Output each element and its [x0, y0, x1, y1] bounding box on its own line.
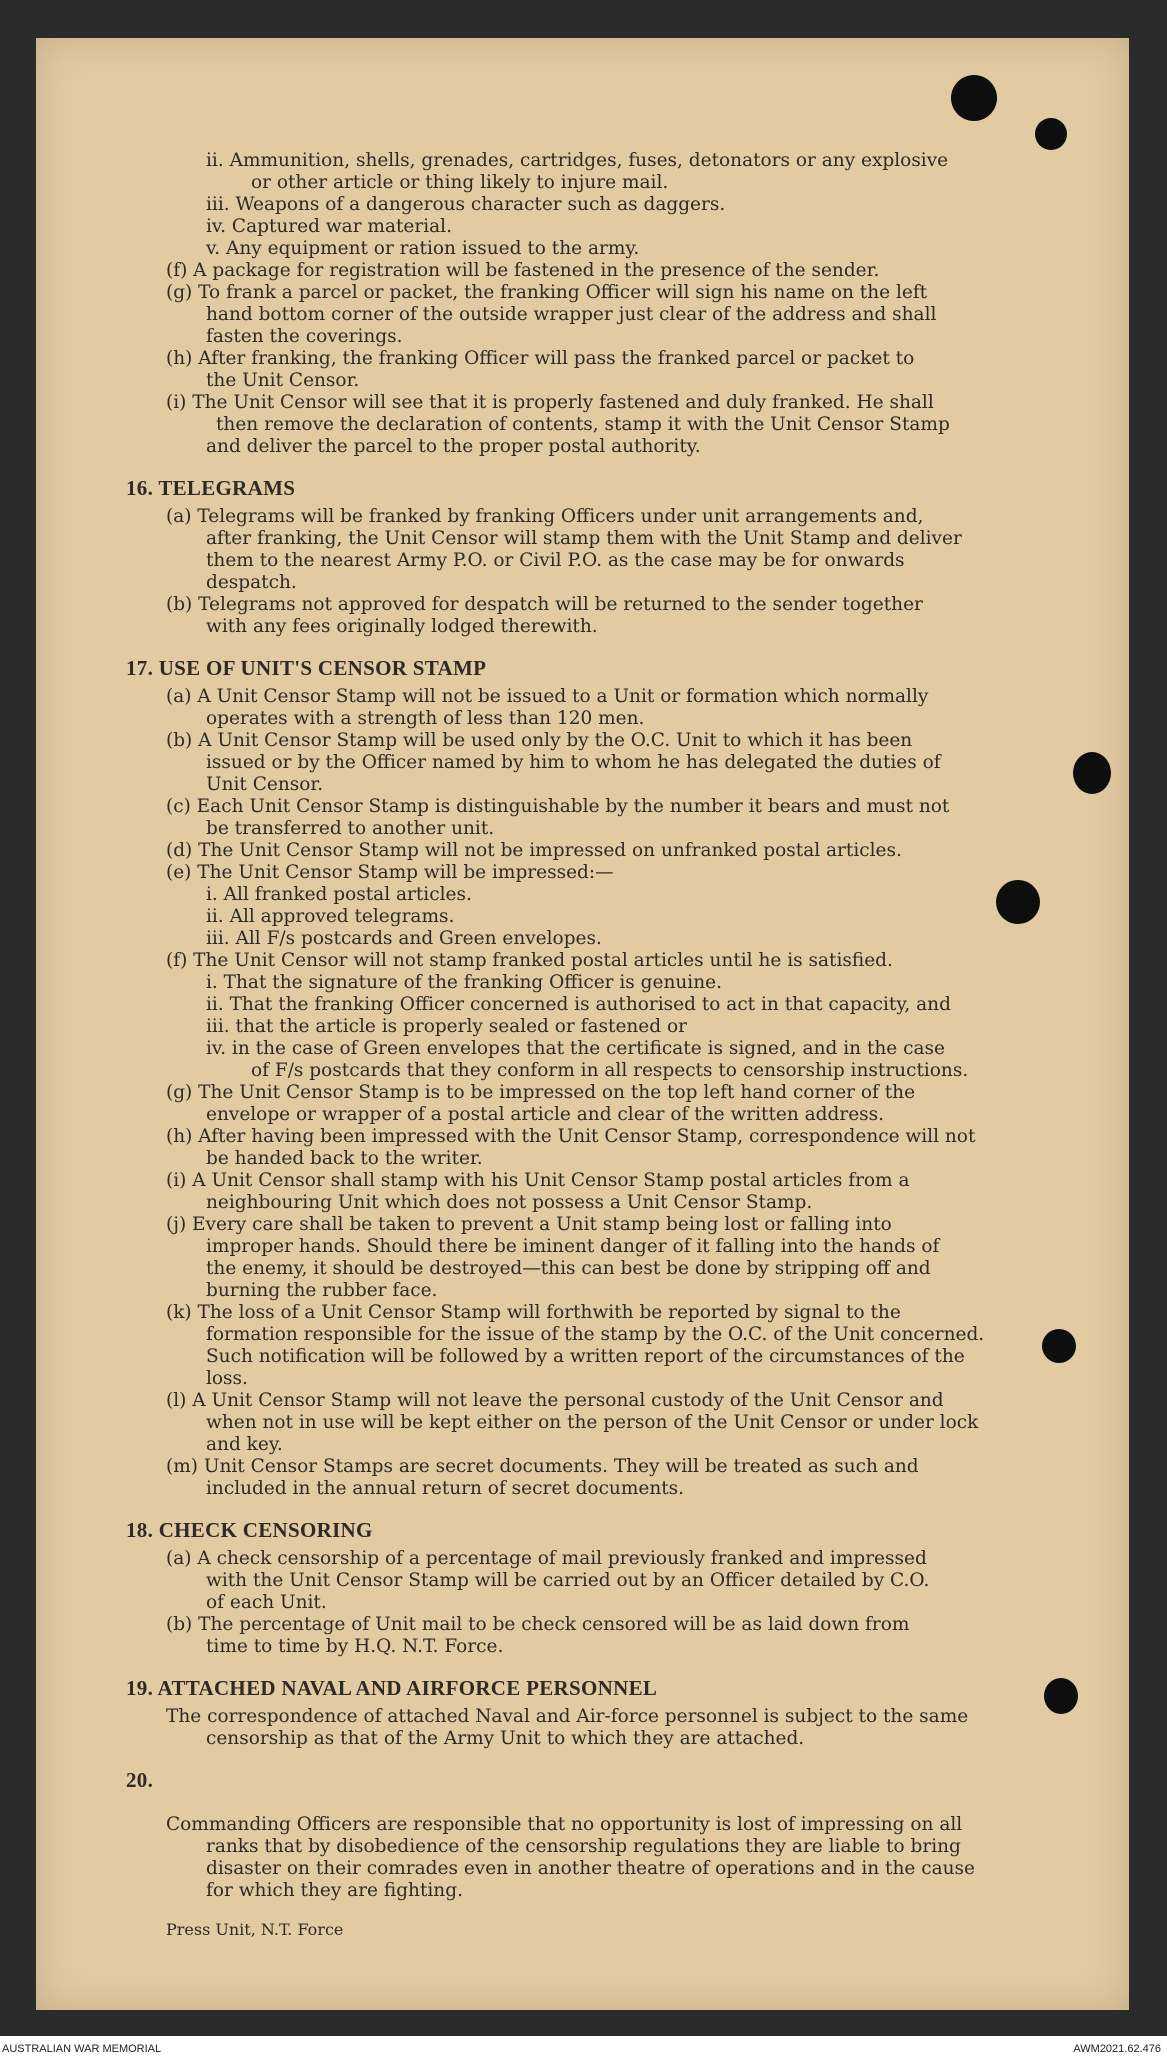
- text-line: of F/s postcards that they conform in all respects to censorship instructions.: [251, 1060, 969, 1081]
- text-line: (b) Telegrams not approved for despatch will be returned to the sender together: [166, 594, 923, 615]
- text-line: censorship as that of the Army Unit to which they are attached.: [206, 1728, 805, 1749]
- text-line: iv. in the case of Green envelopes that the certificate is signed, and in the case: [206, 1038, 945, 1059]
- text-line: them to the nearest Army P.O. or Civil P.O. as the case may be for onwards: [206, 550, 905, 571]
- spacer: [126, 1798, 1076, 1814]
- text-line: burning the rubber face.: [206, 1280, 438, 1301]
- footer-institution: AUSTRALIAN WAR MEMORIAL: [2, 2043, 162, 2055]
- text-line: Unit Censor.: [206, 774, 324, 795]
- text-line: iv. Captured war material.: [206, 216, 452, 237]
- text-line: (f) A package for registration will be fastened in the presence of the sender.: [166, 260, 880, 281]
- punch-hole: [1073, 752, 1111, 794]
- text-line: v. Any equipment or ration issued to the army.: [206, 238, 640, 259]
- section-telegrams: [126, 506, 1076, 638]
- section-heading-telegrams: 16. TELEGRAMS: [126, 476, 296, 500]
- section-heading-check-censoring: 18. CHECK CENSORING: [126, 1518, 373, 1542]
- text-line: be transferred to another unit.: [206, 818, 495, 839]
- section-heading-20: 20.: [126, 1768, 154, 1792]
- text-line: (f) The Unit Censor will not stamp franked postal articles until he is satisfied.: [166, 950, 893, 971]
- text-line: (h) After having been impressed with the Unit Censor Stamp, correspondence will not: [166, 1126, 976, 1147]
- text-line: loss.: [206, 1368, 248, 1389]
- section-heading-naval-airforce: 19. ATTACHED NAVAL AND AIRFORCE PERSONNEL: [126, 1676, 658, 1700]
- text-line: after franking, the Unit Censor will stamp them with the Unit Stamp and deliver: [206, 528, 962, 549]
- text-line: and key.: [206, 1434, 283, 1455]
- text-line: (a) A check censorship of a percentage of mail previously franked and impressed: [166, 1548, 927, 1569]
- text-line: envelope or wrapper of a postal article and clear of the written address.: [206, 1104, 885, 1125]
- text-line: issued or by the Officer named by him to whom he has delegated the duties of: [206, 752, 941, 773]
- text-line: iii. that the article is properly sealed or fastened or: [206, 1016, 687, 1037]
- text-line: time to time by H.Q. N.T. Force.: [206, 1636, 504, 1657]
- section-heading-censor-stamp: 17. USE OF UNIT'S CENSOR STAMP: [126, 656, 487, 680]
- text-line: (l) A Unit Censor Stamp will not leave the personal custody of the Unit Censor and: [166, 1390, 944, 1411]
- text-line: (k) The loss of a Unit Censor Stamp will forthwith be reported by signal to the: [166, 1302, 901, 1323]
- text-line: when not in use will be kept either on the person of the Unit Censor or under lock: [206, 1412, 979, 1433]
- section-15-continuation: [126, 150, 1076, 458]
- text-line: included in the annual return of secret documents.: [206, 1478, 685, 1499]
- text-line: ranks that by disobedience of the censorship regulations they are liable to bring: [206, 1836, 961, 1857]
- text-line: the Unit Censor.: [206, 370, 360, 391]
- text-line: (i) The Unit Censor will see that it is properly fastened and duly franked. He shall: [166, 392, 934, 413]
- text-line: (a) Telegrams will be franked by franking Officers under unit arrangements and,: [166, 506, 924, 527]
- text-line: ii. That the franking Officer concerned is authorised to act in that capacity, and: [206, 994, 951, 1015]
- text-line: (g) To frank a parcel or packet, the franking Officer will sign his name on the left: [166, 282, 928, 303]
- section-check-censoring: [126, 1548, 1076, 1658]
- text-line: (g) The Unit Censor Stamp is to be impressed on the top left hand corner of the: [166, 1082, 916, 1103]
- text-line: and deliver the parcel to the proper postal authority.: [206, 436, 701, 457]
- text-line: The correspondence of attached Naval and Air-force personnel is subject to the same: [166, 1706, 969, 1727]
- text-line: iii. Weapons of a dangerous character such as daggers.: [206, 194, 726, 215]
- text-line: for which they are fighting.: [206, 1880, 463, 1901]
- text-line: then remove the declaration of contents, stamp it with the Unit Censor Stamp: [216, 414, 950, 435]
- text-line: ii. Ammunition, shells, grenades, cartridges, fuses, detonators or any explosive: [206, 150, 949, 171]
- text-line: of each Unit.: [206, 1592, 327, 1613]
- text-line: (d) The Unit Censor Stamp will not be impressed on unfranked postal articles.: [166, 840, 902, 861]
- text-line: (c) Each Unit Censor Stamp is distinguishable by the number it bears and must not: [166, 796, 950, 817]
- text-line: disaster on their comrades even in another theatre of operations and in the cause: [206, 1858, 975, 1879]
- document-sheet: [36, 38, 1129, 2010]
- press-unit-line: Press Unit, N.T. Force: [166, 1920, 344, 1939]
- archive-footer: [0, 2036, 1167, 2061]
- section-20: [126, 1814, 1076, 1902]
- text-line: i. All franked postal articles.: [206, 884, 472, 905]
- text-line: be handed back to the writer.: [206, 1148, 483, 1169]
- text-line: (b) A Unit Censor Stamp will be used only by the O.C. Unit to which it has been: [166, 730, 913, 751]
- text-line: improper hands. Should there be iminent danger of it falling into the hands of: [206, 1236, 940, 1257]
- text-line: Commanding Officers are responsible that no opportunity is lost of impressing on all: [166, 1814, 963, 1835]
- text-line: (m) Unit Censor Stamps are secret documents. They will be treated as such and: [166, 1456, 919, 1477]
- footer-accession-number: AWM2021.62.476: [1073, 2043, 1161, 2055]
- text-line: Such notification will be followed by a written report of the circumstances of the: [206, 1346, 965, 1367]
- text-line: neighbouring Unit which does not possess a Unit Censor Stamp.: [206, 1192, 813, 1213]
- section-naval-airforce: [126, 1706, 1076, 1750]
- text-line: ii. All approved telegrams.: [206, 906, 455, 927]
- text-line: (i) A Unit Censor shall stamp with his Unit Censor Stamp postal articles from a: [166, 1170, 910, 1191]
- text-line: operates with a strength of less than 120 men.: [206, 708, 645, 729]
- text-line: (a) A Unit Censor Stamp will not be issued to a Unit or formation which normally: [166, 686, 929, 707]
- text-line: despatch.: [206, 572, 297, 593]
- text-line: (j) Every care shall be taken to prevent a Unit stamp being lost or falling into: [166, 1214, 892, 1235]
- document-body: [126, 150, 1076, 1939]
- section-censor-stamp: [126, 686, 1076, 1500]
- text-line: formation responsible for the issue of the stamp by the O.C. of the Unit concerned.: [206, 1324, 985, 1345]
- punch-hole: [951, 75, 997, 121]
- text-line: fasten the coverings.: [206, 326, 403, 347]
- text-line: (h) After franking, the franking Officer will pass the franked parcel or packet to: [166, 348, 915, 369]
- text-line: (b) The percentage of Unit mail to be check censored will be as laid down from: [166, 1614, 910, 1635]
- text-line: the enemy, it should be destroyed—this can best be done by stripping off and: [206, 1258, 931, 1279]
- text-line: with any fees originally lodged therewith.: [206, 616, 598, 637]
- text-line: hand bottom corner of the outside wrapper just clear of the address and shall: [206, 304, 937, 325]
- text-line: or other article or thing likely to injure mail.: [251, 172, 669, 193]
- text-line: i. That the signature of the franking Officer is genuine.: [206, 972, 722, 993]
- text-line: with the Unit Censor Stamp will be carried out by an Officer detailed by C.O.: [206, 1570, 930, 1591]
- text-line: (e) The Unit Censor Stamp will be impressed:—: [166, 862, 614, 883]
- punch-hole: [1035, 118, 1067, 150]
- text-line: iii. All F/s postcards and Green envelopes.: [206, 928, 602, 949]
